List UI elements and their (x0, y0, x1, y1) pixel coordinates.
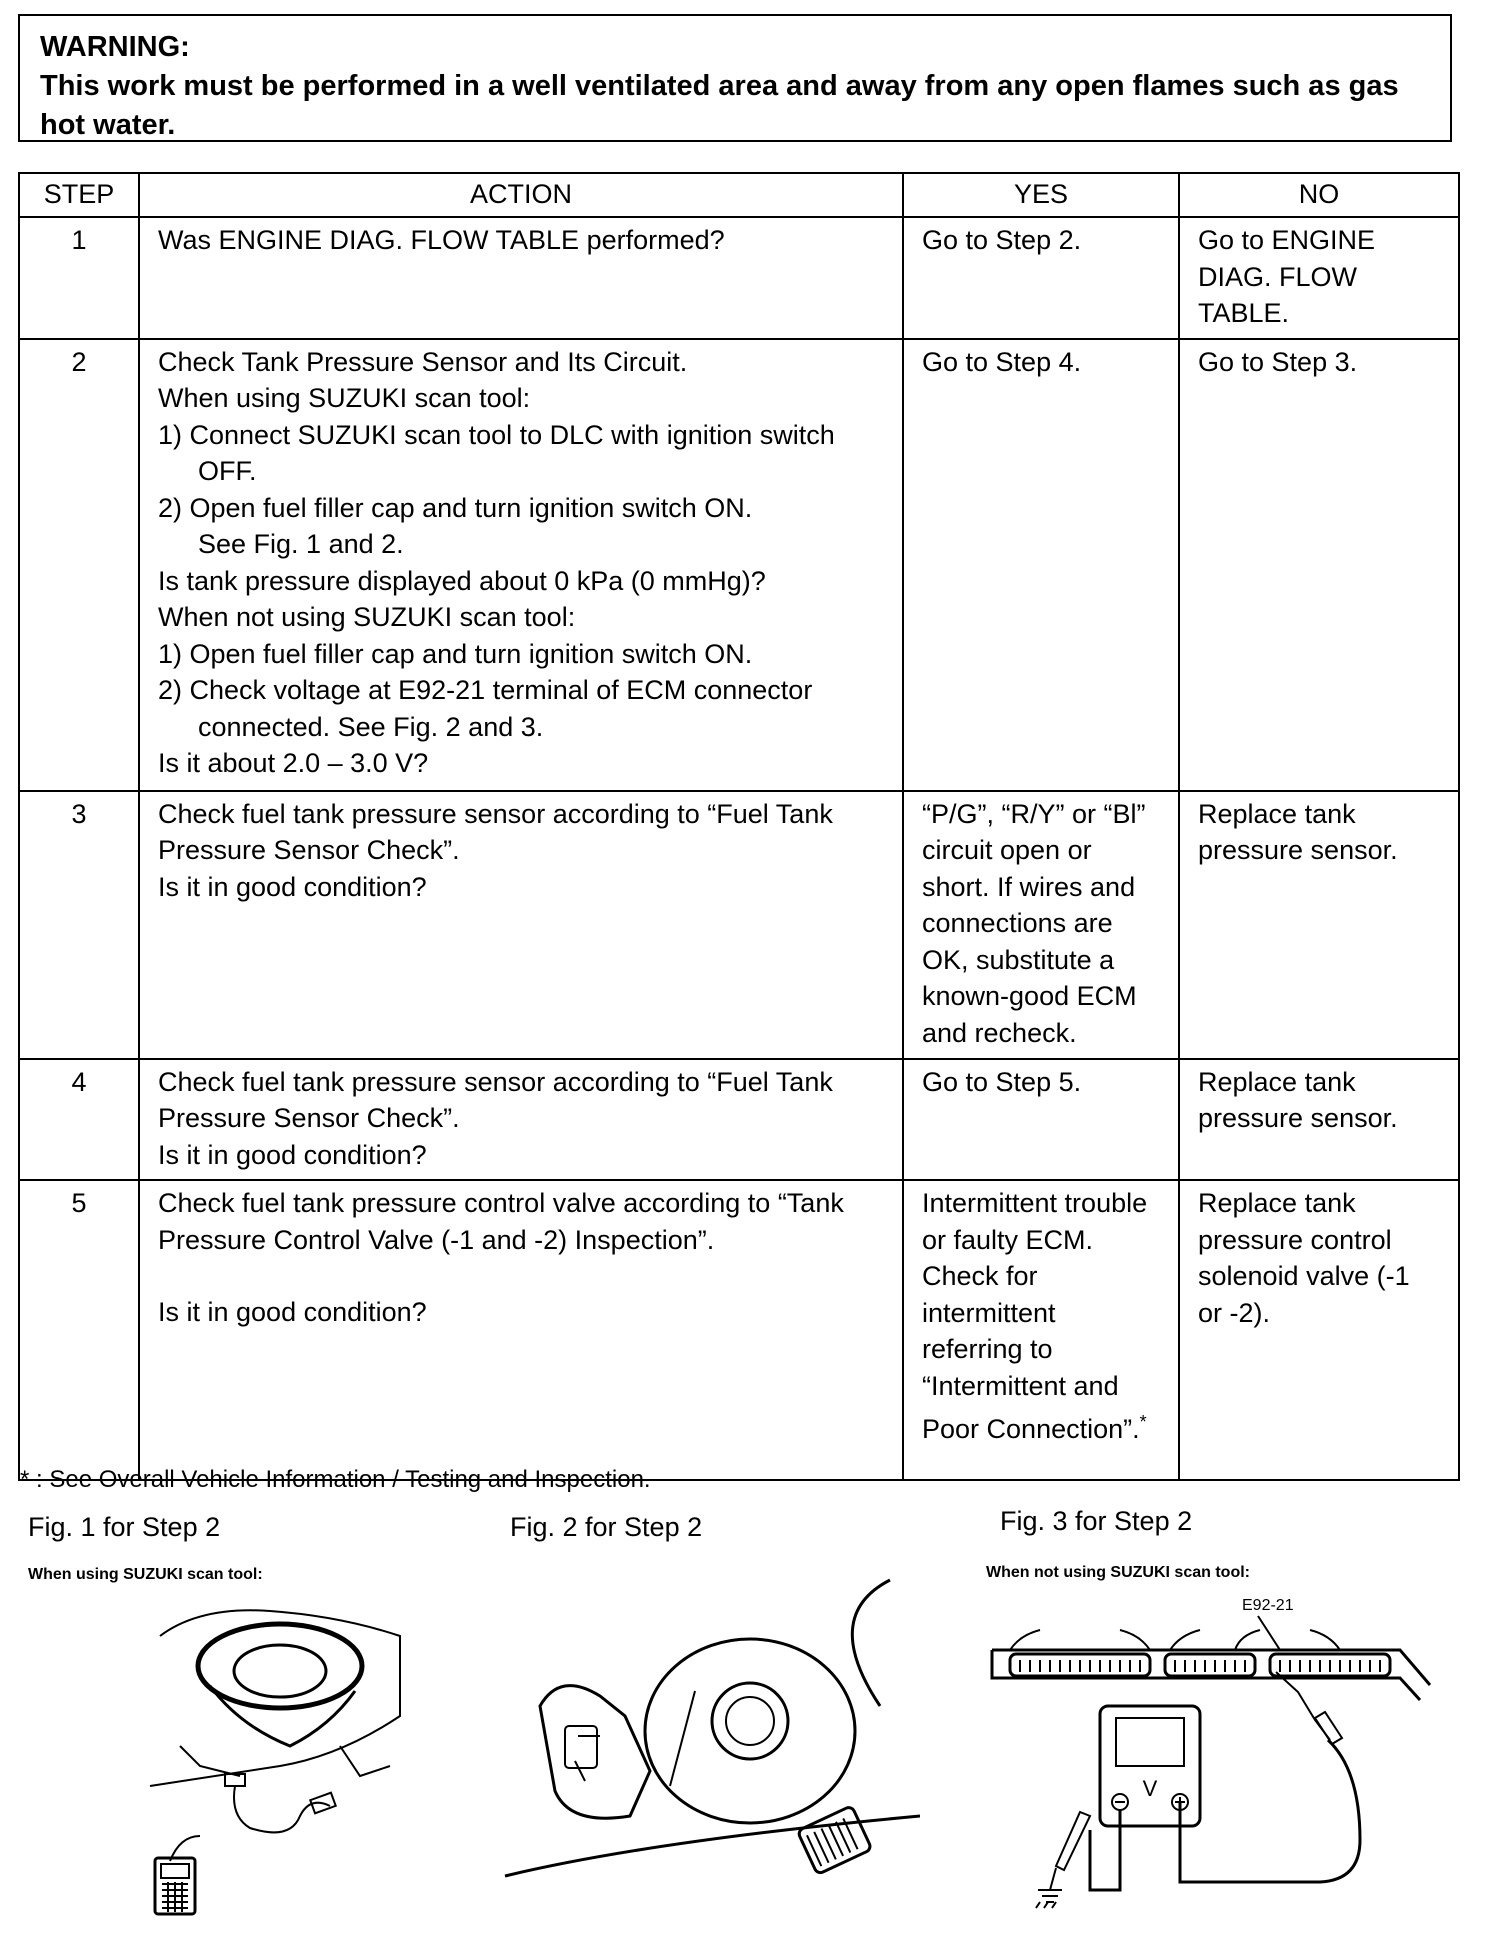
action-cell (139, 339, 903, 791)
step-number: 5 (19, 1180, 139, 1480)
action-line: Was ENGINE DIAG. FLOW TABLE performed? (158, 225, 725, 255)
no-cell: Replace tank pressure control solenoid valve (-1 or -2). (1179, 1180, 1459, 1480)
action-line: Check Tank Pressure Sensor and Its Circuit. (158, 346, 688, 377)
warning-title: WARNING: (40, 31, 190, 63)
fig2-title: Fig. 2 for Step 2 (510, 1512, 703, 1542)
fig3-caption: When not using SUZUKI scan tool: (986, 1564, 1250, 1581)
table-row (19, 1059, 1459, 1181)
step-number: 3 (19, 791, 139, 1059)
yes-text: Intermittent trouble or faulty ECM. Check for intermittent referring to “Intermittent and Poor Connection”. (922, 1188, 1148, 1444)
yes-cell: Go to Step 2. (903, 217, 1179, 339)
no-cell: Go to ENGINE DIAG. FLOW TABLE. (1179, 217, 1459, 339)
fig2-fuel-filler-cap-illustration (500, 1576, 920, 1906)
yes-cell (903, 1180, 1179, 1480)
header-action: ACTION (139, 173, 903, 217)
fig1-caption: When using SUZUKI scan tool: (28, 1566, 263, 1583)
action-line: Check fuel tank pressure control valve according to “Tank Pressure Control Valve (-1 and -2) Inspection”. (158, 1188, 844, 1255)
action-line: 1) Connect SUZUKI scan tool to DLC with ignition switch OFF. (158, 419, 835, 486)
fig3-title: Fig. 3 for Step 2 (1000, 1506, 1193, 1536)
action-line: When not using SUZUKI scan tool: (158, 602, 576, 632)
header-yes: YES (903, 173, 1179, 217)
table-row (19, 1180, 1459, 1480)
action-line: 2) Check voltage at E92-21 terminal of ECM connector connected. See Fig. 2 and 3. (158, 675, 813, 742)
diagnostic-table (18, 172, 1460, 1481)
action-cell (139, 217, 903, 339)
header-step: STEP (19, 173, 139, 217)
action-line: Is tank pressure displayed about 0 kPa (0 mmHg)? (158, 565, 766, 596)
action-line: Is it in good condition? (158, 1297, 427, 1327)
table-row (19, 791, 1459, 1059)
fig3-ecm-voltmeter-illustration (980, 1590, 1450, 1914)
no-cell: Go to Step 3. (1179, 339, 1459, 791)
action-line: Is it in good condition? (158, 871, 427, 902)
fig1-title: Fig. 1 for Step 2 (28, 1512, 221, 1542)
header-no: NO (1179, 173, 1459, 217)
warning-box (18, 14, 1452, 142)
action-line: 1) Open fuel filler cap and turn ignition switch ON. (158, 638, 753, 669)
step-number: 2 (19, 339, 139, 791)
yes-cell: Go to Step 4. (903, 339, 1179, 791)
table-row (19, 339, 1459, 791)
step-number: 4 (19, 1059, 139, 1181)
action-line: Check fuel tank pressure sensor according to “Fuel Tank Pressure Sensor Check”. (158, 798, 833, 865)
action-line: 2) Open fuel filler cap and turn ignition switch ON. (158, 492, 753, 523)
meter-v-label: V (1142, 1776, 1158, 1801)
action-cell (139, 1180, 903, 1480)
action-cell (139, 791, 903, 1059)
action-line: See Fig. 1 and 2. (198, 529, 404, 559)
action-line: Is it in good condition? (158, 1139, 427, 1170)
action-cell (139, 1059, 903, 1181)
no-cell: Replace tank pressure sensor. (1179, 791, 1459, 1059)
action-line: Is it about 2.0 – 3.0 V? (158, 748, 429, 778)
terminal-label: E92-21 (1242, 1597, 1294, 1614)
footnote: * : See Overall Vehicle Information / Testing and Inspection. (20, 1466, 651, 1493)
table-row (19, 217, 1459, 339)
step-number: 1 (19, 217, 139, 339)
yes-cell: Go to Step 5. (903, 1059, 1179, 1181)
table-header-row (19, 173, 1459, 217)
action-line: Check fuel tank pressure sensor according to “Fuel Tank Pressure Sensor Check”. (158, 1066, 833, 1133)
action-line: When using SUZUKI scan tool: (158, 383, 531, 413)
fig1-steering-scan-tool-illustration (140, 1596, 430, 1916)
footnote-mark: * (1139, 1412, 1147, 1432)
warning-text: This work must be performed in a well ventilated area and away from any open flames such as gas hot water. (40, 70, 1399, 141)
yes-cell: “P/G”, “R/Y” or “Bl” circuit open or short. If wires and connections are OK, substitute a known-good ECM and recheck. (903, 791, 1179, 1059)
no-cell: Replace tank pressure sensor. (1179, 1059, 1459, 1181)
